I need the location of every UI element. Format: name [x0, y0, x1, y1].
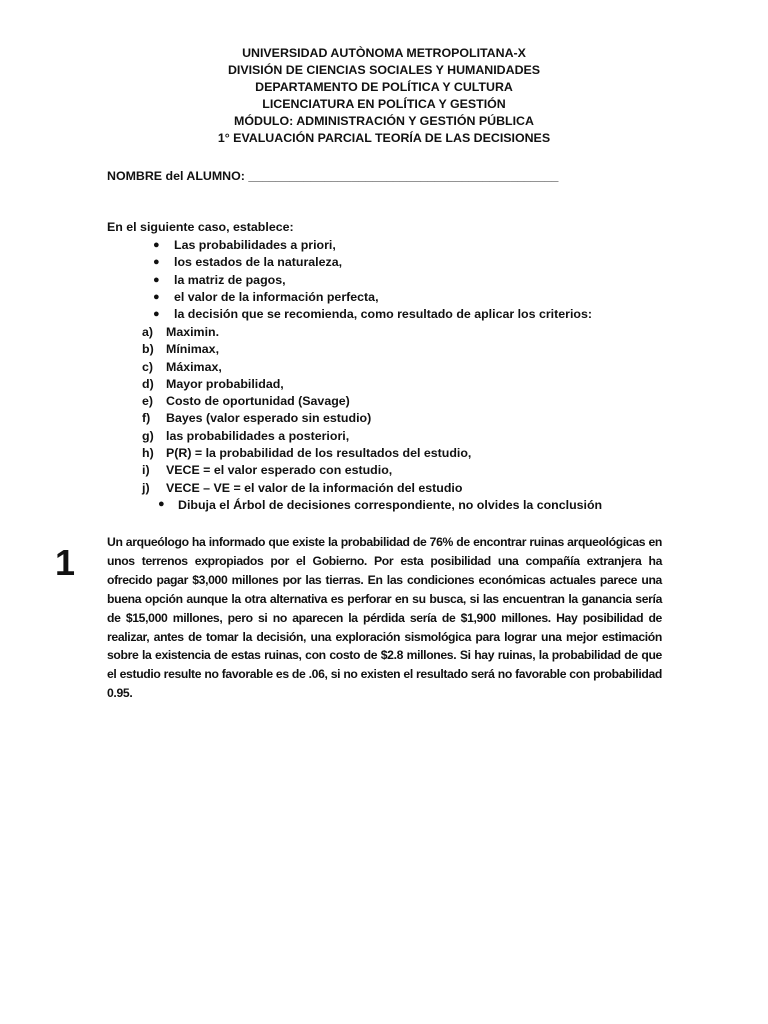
criteria-item: i) VECE = el valor esperado con estudio, [142, 463, 393, 478]
module-name: MÓDULO: ADMINISTRACIÓN Y GESTIÓN PÚBLICA [234, 114, 534, 129]
criteria-item: b) Mínimax, [142, 342, 220, 357]
department-name: DEPARTAMENTO DE POLÍTICA Y CULTURA [255, 80, 513, 95]
instructions-intro: En el siguiente caso, establece: [107, 220, 294, 234]
exam-title: 1° EVALUACIÓN PARCIAL TEORÍA DE LAS DECISIONES [217, 131, 551, 146]
instructions-bullet-list [150, 237, 592, 323]
criteria-item: f) Bayes (valor esperado sin estudio) [142, 411, 372, 426]
bullet-icon: ● [153, 239, 160, 251]
bullet-icon: ● [158, 498, 165, 510]
degree-name: LICENCIATURA EN POLÍTICA Y GESTIÓN [262, 97, 506, 112]
document-header [0, 45, 768, 148]
division-name: DIVISIÓN DE CIENCIAS SOCIALES Y HUMANIDADES [227, 63, 541, 78]
list-item: ● la decisión que se recomienda, como resultado de aplicar los criterios: [150, 306, 592, 323]
list-item: ● la matriz de pagos, [150, 272, 592, 289]
list-item: ● el valor de la información perfecta, [150, 289, 592, 306]
list-item: ● Las probabilidades a priori, [150, 237, 592, 254]
list-item: ● los estados de la naturaleza, [150, 254, 592, 271]
bullet-icon: ● [153, 290, 160, 303]
criteria-item: j) VECE – VE = el valor de la información del estudio [142, 480, 463, 495]
problem-number: 1 [55, 542, 76, 583]
bullet-icon: ● [153, 273, 160, 286]
criteria-item: c) Máximax, [142, 359, 222, 374]
problem-statement: Un arqueólogo ha informado que existe la probabilidad de 76% de encontrar ruinas arqueológicas en unos terrenos expropiados por el Gobierno. Por esta posibilidad una compañía extranjera ha ofrecido pagar $3,000 millones por las tierras. En las condiciones económicas actuales parece una buena opción aunque la otra alternativa es perforar en su busca, si las encuentran la ganancia sería de $15,000 millones, pero si no aparecen la pérdida sería de $1,900 millones. Hay posibilidad de realizar, antes de tomar la decisión, una exploración sismológica para lograr una mejor estimación sobre la existencia de estas ruinas, con costo de $2.8 millones. Si hay ruinas, la probabilidad de que el estudio resulte no favorable es de .06, si no existen el resultado será no favorable con probabilidad 0.95. [107, 535, 662, 701]
criteria-item: h) P(R) = la probabilidad de los resultados del estudio, [142, 446, 472, 461]
criteria-item: e) Costo de oportunidad (Savage) [142, 394, 350, 409]
criteria-item: d) Mayor probabilidad, [142, 376, 284, 391]
decision-tree-instruction: ● Dibuja el Árbol de decisiones correspondiente, no olvides la conclusión [158, 498, 603, 512]
criteria-list [142, 324, 471, 497]
bullet-icon: ● [153, 256, 160, 269]
bullet-icon: ● [153, 308, 160, 321]
student-name-field: NOMBRE del ALUMNO: _____________________________________________ [107, 169, 559, 183]
university-name: UNIVERSIDAD AUTÒNOMA METROPOLITANA-X [242, 46, 526, 60]
criteria-item: a) Maximin. [142, 325, 220, 339]
criteria-item: g) las probabilidades a posteriori, [142, 428, 350, 443]
